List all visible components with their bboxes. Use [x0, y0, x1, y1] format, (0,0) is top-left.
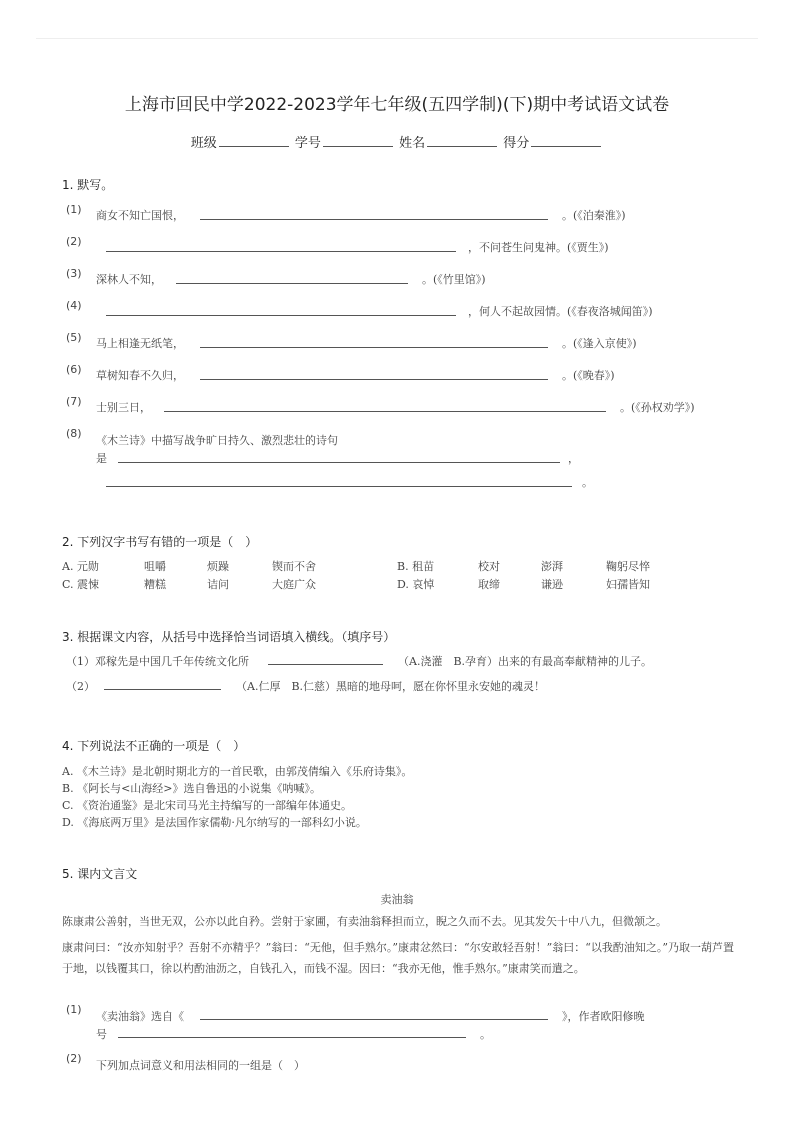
- option-a: A. 《木兰诗》是北朝时期北方的一首民歌，由郭茂倩编入《乐府诗集》。: [62, 765, 413, 778]
- option-word: 谦逊: [541, 578, 563, 591]
- q1-item-num: (7): [66, 395, 82, 408]
- answer-blank[interactable]: [104, 689, 221, 690]
- option-word: 澎湃: [541, 560, 563, 573]
- option-word: B. 租苗: [397, 560, 435, 573]
- option-word: D. 哀悼: [397, 578, 435, 591]
- answer-blank[interactable]: [106, 486, 572, 487]
- answer-blank[interactable]: [200, 1019, 548, 1020]
- q1-item-post: ，不问苍生问鬼神。(《贾生》): [468, 241, 609, 254]
- q1-item-post: 。(《竹里馆》): [422, 273, 486, 286]
- answer-blank[interactable]: [268, 664, 383, 665]
- option-word: 诘问: [207, 578, 229, 591]
- option-word: 糟糕: [144, 578, 166, 591]
- option-word: 妇孺皆知: [606, 578, 650, 591]
- class-label: 班级: [190, 136, 217, 151]
- option-word: A. 元勋: [62, 560, 99, 573]
- q3-s2-pre: （2）: [66, 680, 95, 693]
- option-word: 鞠躬尽悴: [606, 560, 650, 573]
- q5-sub1-post: 》，作者欧阳修晚: [562, 1010, 645, 1023]
- option-word: 咀嚼: [144, 560, 166, 573]
- q3-s1-post: （A.浇灌 B.孕育）出来的有最高奉献精神的儿子。: [398, 655, 653, 668]
- id-label: 学号: [294, 136, 321, 151]
- name-blank[interactable]: [427, 135, 497, 147]
- option-word: 取缔: [478, 578, 500, 591]
- q1-item-pre2: 是: [96, 452, 107, 465]
- q3-s1-pre: （1）邓稼先是中国几千年传统文化所: [66, 655, 249, 668]
- option-word: 大庭广众: [272, 578, 316, 591]
- q1-item-num: (6): [66, 363, 82, 376]
- answer-blank[interactable]: [200, 379, 548, 380]
- q1-item-pre: 深林人不知，: [96, 273, 162, 286]
- page-title: 上海市回民中学2022-2023学年七年级(五四学制)(下)期中考试语文试卷: [124, 95, 670, 115]
- q3-s2-post: （A.仁厚 B.仁慈）黑暗的地母呵，愿在你怀里永安她的魂灵！: [236, 680, 546, 693]
- answer-blank[interactable]: [164, 411, 606, 412]
- q1-item-post: ，何人不起故园情。(《春夜洛城闻笛》): [468, 305, 653, 318]
- option-d: D. 《海底两万里》是法国作家儒勒·凡尔纳写的一部科幻小说。: [62, 816, 367, 829]
- option-c: C. 《资治通鉴》是北宋司马光主持编写的一部编年体通史。: [62, 799, 353, 812]
- answer-blank[interactable]: [200, 347, 548, 348]
- q1-item-pre: 士别三日，: [96, 401, 151, 414]
- student-info: [0, 132, 794, 151]
- q5-heading: 5. 课内文言文: [62, 867, 138, 881]
- answer-blank[interactable]: [106, 251, 456, 252]
- class-blank[interactable]: [219, 135, 289, 147]
- q5-sub2-text: 下列加点词意义和用法相同的一组是（ ）: [96, 1059, 305, 1072]
- answer-blank[interactable]: [176, 283, 408, 284]
- q5-sub-num: (1): [66, 1003, 82, 1016]
- q1-item-end: 。: [582, 476, 593, 489]
- q2-heading: 2. 下列汉字书写有错的一项是（ ）: [62, 535, 258, 549]
- option-word: 锲而不舍: [272, 560, 316, 573]
- passage-title: 卖油翁: [380, 893, 414, 906]
- answer-blank[interactable]: [118, 1037, 466, 1038]
- id-blank[interactable]: [323, 135, 393, 147]
- q1-item-post: 。(《泊秦淮》): [562, 209, 626, 222]
- q1-item-num: (1): [66, 203, 82, 216]
- score-blank[interactable]: [531, 135, 601, 147]
- answer-blank[interactable]: [200, 219, 548, 220]
- answer-blank[interactable]: [106, 315, 456, 316]
- q1-item-num: (8): [66, 427, 82, 440]
- option-word: C. 震悚: [62, 578, 100, 591]
- q3-heading: 3. 根据课文内容，从括号中选择恰当词语填入横线。（填序号）: [62, 630, 396, 644]
- option-b: B. 《阿长与<山海经>》选自鲁迅的小说集《呐喊》。: [62, 782, 322, 795]
- q1-heading: 1. 默写。: [62, 178, 114, 192]
- q1-item-comma: ，: [568, 452, 579, 465]
- q1-item-pre: 商女不知亡国恨，: [96, 209, 184, 222]
- q4-heading: 4. 下列说法不正确的一项是（ ）: [62, 739, 246, 753]
- passage-paragraph: 陈康肃公善射，当世无双，公亦以此自矜。尝射于家圃，有卖油翁释担而立，睨之久而不去。见其发矢十中八九，但微颔之。: [62, 915, 667, 928]
- option-word: 校对: [478, 560, 500, 573]
- q1-item-pre: 马上相逢无纸笔，: [96, 337, 184, 350]
- q5-sub1-pre: 《卖油翁》选自《: [96, 1010, 184, 1023]
- q1-item-num: (2): [66, 235, 82, 248]
- q1-item-num: (4): [66, 299, 82, 312]
- q5-sub-num: (2): [66, 1052, 82, 1065]
- answer-blank[interactable]: [118, 462, 560, 463]
- q1-item-num: (5): [66, 331, 82, 344]
- q1-item-num: (3): [66, 267, 82, 280]
- score-label: 得分: [503, 136, 530, 151]
- q1-item-pre: 《木兰诗》中描写战争旷日持久、激烈悲壮的诗句: [96, 434, 338, 447]
- q1-item-post: 。(《晚春》): [562, 369, 615, 382]
- q1-item-post: 。(《逢入京使》): [562, 337, 637, 350]
- q5-sub1-end: 。: [480, 1028, 491, 1041]
- name-label: 姓名: [399, 136, 426, 151]
- top-divider: [36, 38, 758, 39]
- passage-paragraph: 康肃问曰：“汝亦知射乎？吾射不亦精乎？”翁曰：“无他，但手熟尔。”康肃忿然曰：“尔安敢轻吾射！”翁曰：“以我酌油知之。”乃取一葫芦置于地，以钱覆其口，徐以杓酌油沥之，自钱孔入，而钱不湿。因曰：“我亦无他，惟手熟尔。”康肃笑而遣之。: [62, 941, 734, 975]
- q5-sub1-pre2: 号: [96, 1028, 107, 1041]
- q1-item-pre: 草树知春不久归，: [96, 369, 184, 382]
- option-word: 烦躁: [207, 560, 229, 573]
- q1-item-post: 。(《孙权劝学》): [620, 401, 695, 414]
